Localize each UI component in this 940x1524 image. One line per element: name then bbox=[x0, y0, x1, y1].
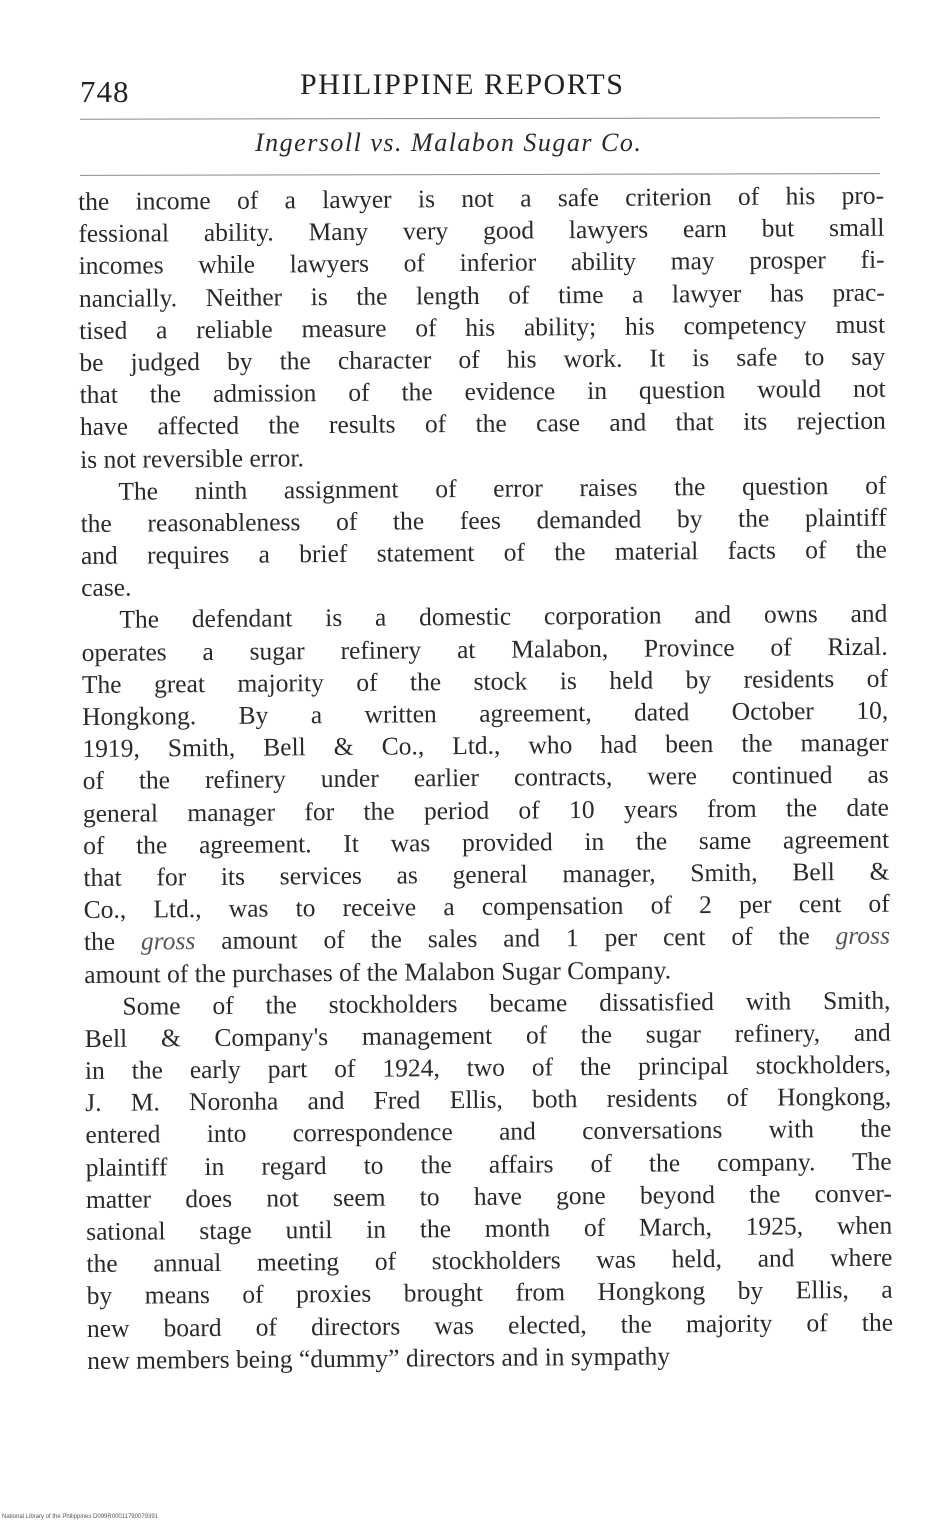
page-number: 748 bbox=[80, 74, 130, 109]
text-line: The defendant is a domestic corporation and owns and bbox=[119, 599, 888, 635]
text-line: sational stage until in the month of March, 1925, when bbox=[86, 1210, 893, 1246]
text-line: Hongkong. By a written agreement, dated October 10, bbox=[82, 695, 889, 731]
text-line: the annual meeting of stockholders was held, and where bbox=[86, 1242, 893, 1279]
text-line: plaintiff in regard to the affairs of the company. The bbox=[85, 1146, 892, 1182]
text-line: fessional ability. Many very good lawyers earn but small bbox=[78, 212, 885, 249]
paragraph bbox=[81, 598, 890, 991]
text-line: operates a sugar refinery at Malabon, Province of Rizal. bbox=[81, 631, 888, 667]
text-line: new members being “dummy” directors and in sympathy bbox=[87, 1341, 671, 1375]
running-title: PHILIPPINE REPORTS bbox=[300, 68, 625, 101]
header-rule-top bbox=[80, 117, 880, 119]
text-line: and requires a brief statement of the material facts of the bbox=[80, 534, 887, 571]
text-line: entered into correspondence and conversations with the bbox=[85, 1114, 892, 1150]
text-line: be judged by the character of his work. It is safe to say bbox=[79, 341, 886, 377]
text-line: in the early part of 1924, two of the principal stockholders, bbox=[84, 1049, 892, 1086]
text-line: is not reversible error. bbox=[80, 442, 305, 474]
body-text bbox=[78, 180, 893, 1377]
text-line: of the refinery under earlier contracts, were continued as bbox=[82, 760, 889, 796]
text-line: nancially. Neither is the length of time a lawyer has prac- bbox=[78, 277, 885, 313]
text-line: general manager for the period of 10 years from the date bbox=[82, 792, 890, 828]
case-title: Ingersoll vs. Malabon Sugar Co. bbox=[255, 128, 643, 157]
text-line: the income of a lawyer is not a safe criterion of his pro- bbox=[78, 180, 885, 216]
text-line: case. bbox=[81, 572, 132, 603]
text-line: 1919, Smith, Bell & Co., Ltd., who had been the manager bbox=[82, 727, 889, 764]
text-line: that for its services as general manager, Smith, Bell & bbox=[83, 856, 890, 892]
text-line: The great majority of the stock is held by residents of bbox=[81, 663, 889, 699]
text-line: The ninth assignment of error raises the question of bbox=[118, 470, 887, 506]
text-line: Bell & Company's management of the sugar refinery, and bbox=[84, 1017, 891, 1053]
text-line: by means of proxies brought from Hongkong by Ellis, a bbox=[86, 1275, 893, 1311]
text-line: new board of directors was elected, the majority of the bbox=[86, 1307, 894, 1343]
text-line: have affected the results of the case and that its rejection bbox=[79, 405, 886, 442]
text-line: J. M. Noronha and Fred Ellis, both residents of Hongkong, bbox=[85, 1081, 892, 1118]
footer-source-mark: National Library of the Philippines D099R00011790079391 bbox=[2, 1514, 158, 1520]
paragraph bbox=[84, 984, 893, 1377]
header-rule-bottom bbox=[80, 173, 880, 176]
paragraph bbox=[80, 469, 887, 604]
text-line: the reasonableness of the fees demanded by the plaintiff bbox=[80, 502, 887, 538]
text-line: Co., Ltd., was to receive a compensation of 2 per cent of bbox=[83, 888, 890, 925]
paragraph bbox=[78, 180, 886, 476]
text-line: tised a reliable measure of his ability; his competency must bbox=[79, 309, 886, 345]
text-line: Some of the stockholders became dissatisfied with Smith, bbox=[122, 985, 891, 1021]
text-line: matter does not seem to have gone beyond the conver- bbox=[85, 1178, 893, 1214]
text-line: of the agreement. It was provided in the same agreement bbox=[83, 824, 890, 860]
text-line: incomes while lawyers of inferior ability may prosper fi- bbox=[78, 245, 885, 281]
text-line: amount of the purchases of the Malabon Sugar Company. bbox=[84, 954, 672, 989]
text-line: that the admission of the evidence in question would not bbox=[79, 373, 886, 410]
text-line: the gross amount of the sales and 1 per cent of the gross bbox=[83, 920, 891, 957]
